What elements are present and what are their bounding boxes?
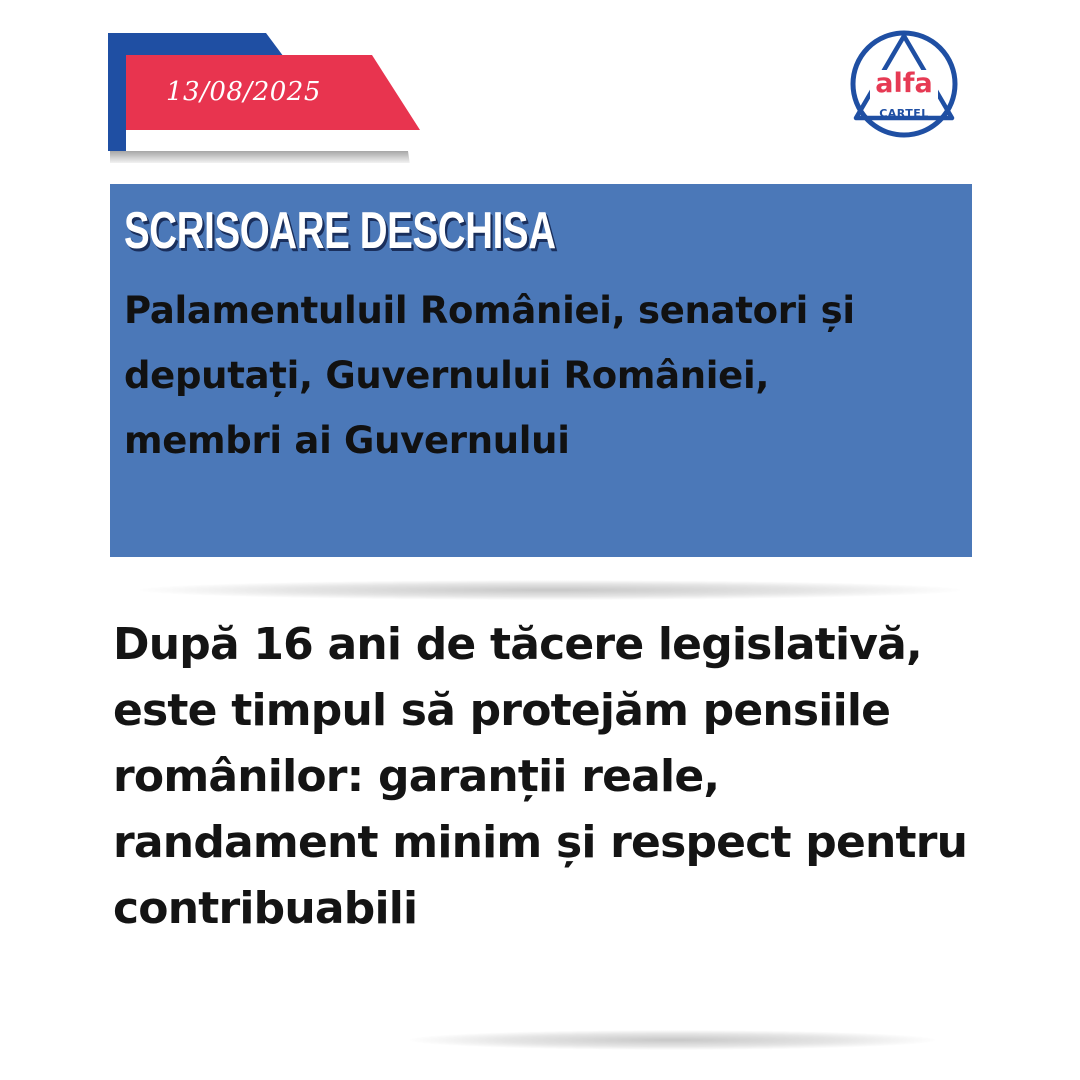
address-heading: SCRISOARE DESCHISA [124, 202, 556, 260]
address-box [110, 184, 972, 557]
alfa-cartel-logo [848, 28, 960, 140]
date-label: 13/08/2025 [166, 77, 321, 107]
logo-word: alfa [875, 68, 933, 99]
divider-shadow-top [140, 580, 960, 600]
divider-shadow-bottom [410, 1030, 935, 1050]
date-banner [108, 33, 428, 163]
logo-subtitle: CARTEL [879, 107, 929, 120]
main-statement: După 16 ani de tăcere legislativă, este timpul să protejăm pensiile românilor: garanții reale, randament minim și respect pentru contribuabili [113, 619, 968, 934]
address-recipients: Palamentuluil României, senatori și deputați, Guvernului României, membri ai Guvernului [124, 289, 855, 462]
